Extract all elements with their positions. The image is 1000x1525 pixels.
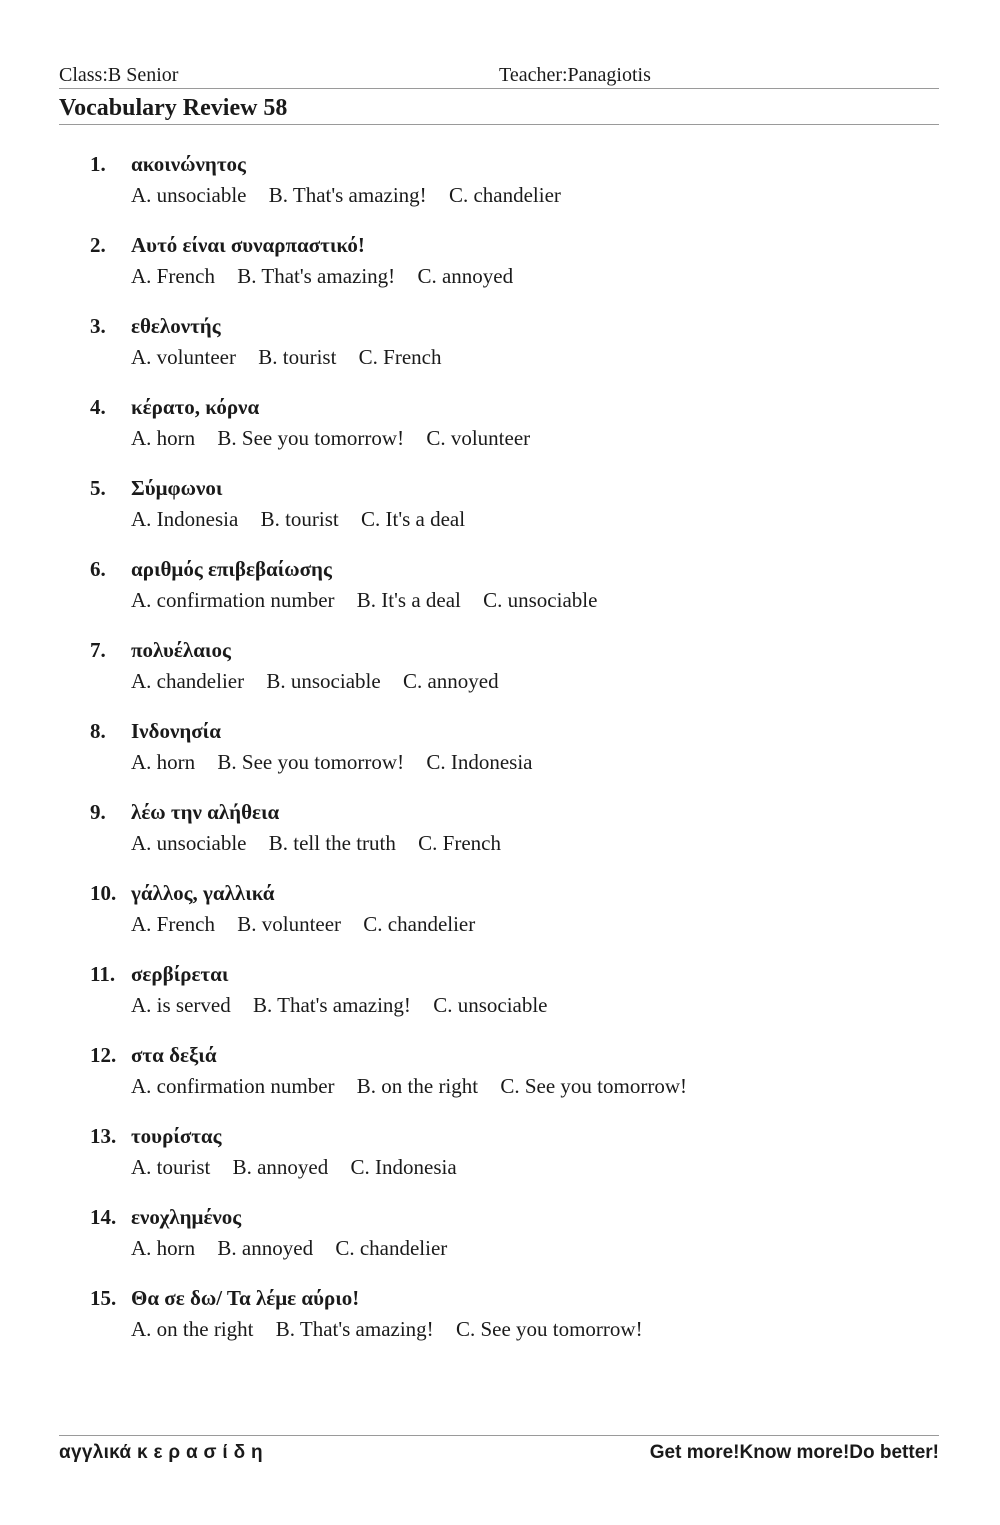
answer-options xyxy=(131,262,530,290)
answer-option-b[interactable]: B. That's amazing! xyxy=(252,993,411,1017)
answer-option-c[interactable]: C. annoyed xyxy=(417,264,514,288)
answer-option-c[interactable]: C. See you tomorrow! xyxy=(500,1074,688,1098)
header-divider xyxy=(59,88,939,89)
question-item xyxy=(0,798,1000,879)
question-number: 11. xyxy=(90,962,116,986)
answer-option-c[interactable]: C. unsociable xyxy=(433,993,548,1017)
answer-option-b[interactable]: B. volunteer xyxy=(237,912,342,936)
question-number: 9. xyxy=(90,800,106,824)
answer-option-a[interactable]: A. Indonesia xyxy=(131,507,239,531)
question-number: 15. xyxy=(90,1286,117,1310)
question-number: 12. xyxy=(90,1043,117,1067)
question-number: 5. xyxy=(90,476,106,500)
question-item xyxy=(0,1122,1000,1203)
answer-option-b[interactable]: B. That's amazing! xyxy=(237,264,396,288)
question-prompt: τουρίστας xyxy=(131,1124,222,1148)
answer-option-c[interactable]: C. Indonesia xyxy=(426,750,533,774)
question-prompt: Θα σε δω/ Τα λέμε αύριο! xyxy=(131,1286,360,1310)
question-prompt: αριθμός επιβεβαίωσης xyxy=(131,557,332,581)
answer-option-a[interactable]: A. French xyxy=(131,912,215,936)
answer-option-c[interactable]: C. annoyed xyxy=(402,669,499,693)
answer-options xyxy=(131,586,614,614)
question-prompt: εθελοντής xyxy=(131,314,221,338)
question-prompt: Σύμφωνοι xyxy=(131,476,223,500)
answer-options xyxy=(131,829,518,857)
answer-option-a[interactable]: A. tourist xyxy=(131,1155,211,1179)
answer-option-c[interactable]: C. volunteer xyxy=(426,426,531,450)
question-item xyxy=(0,150,1000,231)
answer-option-c[interactable]: C. It's a deal xyxy=(361,507,466,531)
question-item xyxy=(0,231,1000,312)
question-number: 2. xyxy=(90,233,106,257)
question-item xyxy=(0,312,1000,393)
question-list xyxy=(0,150,1000,1365)
question-number: 1. xyxy=(90,152,106,176)
answer-options xyxy=(131,1153,474,1181)
question-number: 13. xyxy=(90,1124,117,1148)
answer-option-b[interactable]: B. on the right xyxy=(356,1074,479,1098)
answer-option-a[interactable]: A. on the right xyxy=(131,1317,254,1341)
answer-option-a[interactable]: A. is served xyxy=(131,993,231,1017)
answer-option-c[interactable]: C. French xyxy=(418,831,501,855)
answer-option-a[interactable]: A. confirmation number xyxy=(131,588,335,612)
question-prompt: γάλλος, γαλλικά xyxy=(131,881,275,905)
question-item xyxy=(0,879,1000,960)
answer-option-b[interactable]: B. annoyed xyxy=(217,1236,314,1260)
answer-options xyxy=(131,181,578,209)
question-prompt: ακοινώνητος xyxy=(131,152,246,176)
question-prompt: Αυτό είναι συναρπαστικό! xyxy=(131,233,365,257)
answer-options xyxy=(131,910,492,938)
answer-option-b[interactable]: B. unsociable xyxy=(266,669,381,693)
question-number: 6. xyxy=(90,557,106,581)
question-prompt: κέρατο, κόρνα xyxy=(131,395,260,419)
answer-option-a[interactable]: A. horn xyxy=(131,1236,196,1260)
answer-options xyxy=(131,1072,704,1100)
answer-option-b[interactable]: B. tell the truth xyxy=(268,831,396,855)
answer-option-b[interactable]: B. See you tomorrow! xyxy=(217,426,405,450)
answer-option-b[interactable]: B. tourist xyxy=(260,507,339,531)
answer-option-a[interactable]: A. horn xyxy=(131,750,196,774)
answer-option-b[interactable]: B. tourist xyxy=(258,345,337,369)
question-prompt: ενοχλημένος xyxy=(131,1205,242,1229)
question-item xyxy=(0,1041,1000,1122)
answer-option-a[interactable]: A. confirmation number xyxy=(131,1074,335,1098)
answer-option-c[interactable]: C. Indonesia xyxy=(350,1155,457,1179)
question-item xyxy=(0,555,1000,636)
question-number: 4. xyxy=(90,395,106,419)
question-item xyxy=(0,393,1000,474)
question-item xyxy=(0,1203,1000,1284)
answer-option-c[interactable]: C. chandelier xyxy=(363,912,476,936)
title-divider xyxy=(59,124,939,125)
answer-options xyxy=(131,505,482,533)
footer-brand: αγγλικά κ ε ρ α σ ί δ η xyxy=(59,1442,263,1463)
answer-option-a[interactable]: A. French xyxy=(131,264,215,288)
answer-option-c[interactable]: C. French xyxy=(358,345,442,369)
question-item xyxy=(0,960,1000,1041)
question-number: 7. xyxy=(90,638,106,662)
answer-option-b[interactable]: B. That's amazing! xyxy=(268,183,427,207)
answer-option-c[interactable]: C. chandelier xyxy=(448,183,561,207)
answer-option-b[interactable]: B. That's amazing! xyxy=(275,1317,434,1341)
question-prompt: λέω την αλήθεια xyxy=(131,800,280,824)
answer-option-a[interactable]: A. volunteer xyxy=(131,345,236,369)
question-number: 3. xyxy=(90,314,106,338)
question-number: 10. xyxy=(90,881,117,905)
question-item xyxy=(0,1284,1000,1365)
question-prompt: Ινδονησία xyxy=(131,719,221,743)
answer-option-a[interactable]: A. unsociable xyxy=(131,831,247,855)
question-item xyxy=(0,717,1000,798)
answer-option-c[interactable]: C. See you tomorrow! xyxy=(455,1317,643,1341)
question-item xyxy=(0,636,1000,717)
question-number: 14. xyxy=(90,1205,117,1229)
footer-divider xyxy=(59,1435,939,1436)
answer-options xyxy=(131,1234,464,1262)
answer-options xyxy=(131,667,516,695)
answer-option-b[interactable]: B. It's a deal xyxy=(356,588,461,612)
worksheet-header xyxy=(59,62,939,88)
page-title: Vocabulary Review 58 xyxy=(59,95,288,121)
question-prompt: σερβίρεται xyxy=(131,962,229,986)
answer-option-c[interactable]: C. unsociable xyxy=(483,588,598,612)
answer-option-c[interactable]: C. chandelier xyxy=(335,1236,448,1260)
answer-option-b[interactable]: B. annoyed xyxy=(232,1155,329,1179)
answer-option-b[interactable]: B. See you tomorrow! xyxy=(217,750,405,774)
teacher-label: Teacher:Panagiotis xyxy=(499,64,651,86)
question-number: 8. xyxy=(90,719,106,743)
answer-options xyxy=(131,748,549,776)
answer-option-a[interactable]: A. chandelier xyxy=(131,669,245,693)
answer-options xyxy=(131,1315,660,1343)
footer-slogan: Get more!Know more!Do better! xyxy=(649,1442,939,1463)
question-prompt: πολυέλαιος xyxy=(131,638,231,662)
question-prompt: στα δεξιά xyxy=(131,1043,217,1067)
class-label: Class:B Senior xyxy=(59,64,179,86)
answer-option-a[interactable]: A. horn xyxy=(131,426,196,450)
answer-option-a[interactable]: A. unsociable xyxy=(131,183,247,207)
answer-options xyxy=(131,991,565,1019)
question-item xyxy=(0,474,1000,555)
answer-options xyxy=(131,424,547,452)
answer-options xyxy=(131,343,459,371)
